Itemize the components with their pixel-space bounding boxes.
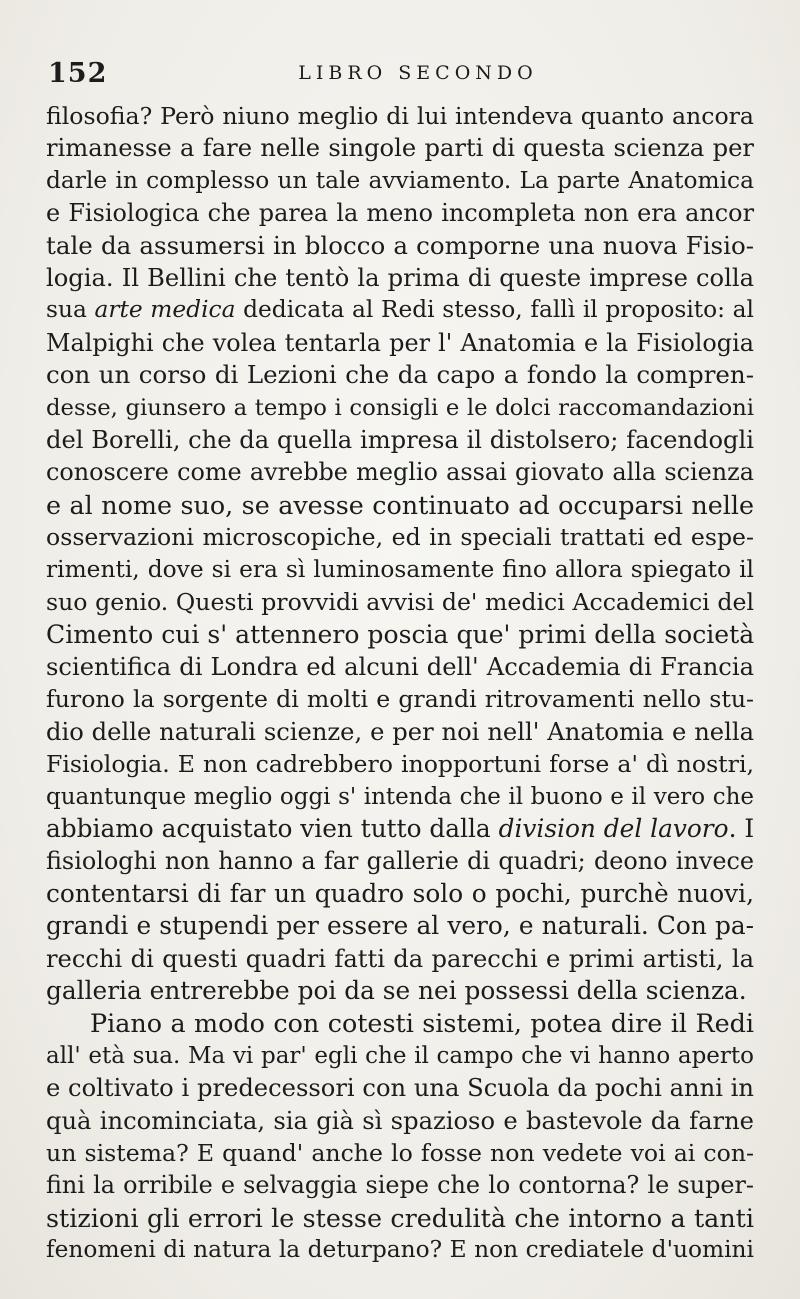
text-line: darle in complesso un tale avviamento. La parte Anatomica (46, 166, 754, 194)
body-text (46, 100, 754, 1267)
text-line: osservazioni microscopiche, ed in speciali trattati ed espe- (46, 523, 754, 552)
text-line: contentarsi di far un quadro solo o pochi, purchè nuovi, (46, 878, 754, 908)
italic-phrase: division del lavoro (498, 813, 729, 843)
text-line: conoscere come avrebbe meglio assai giovato alla scienza (46, 458, 754, 487)
text-line: quantunque meglio oggi s' intenda che il buono e il vero che (46, 783, 754, 810)
text-line: e al nome suo, se avesse continuato ad occuparsi nelle (46, 489, 754, 520)
text-line: con un corso di Lezioni che da capo a fondo la compren- (46, 360, 754, 390)
text-line: rimenti, dove si era sì luminosamente fino allora spiegato il (46, 555, 754, 583)
text-line: furono la sorgente di molti e grandi ritrovamenti nello stu- (46, 685, 754, 714)
running-head: LIBRO SECONDO (298, 62, 538, 84)
text-line: grandi e stupendi per essere al vero, e naturali. Con pa- (46, 911, 754, 941)
text-line: scientifica di Londra ed alcuni dell' Accademia di Francia (46, 652, 754, 681)
text-line: galleria entrerebbe poi da se nei possessi della scienza. (46, 975, 747, 1005)
text-line: un sistema? E quand' anche lo fosse non vedete voi ai con- (46, 1139, 754, 1167)
text-line: logia. Il Bellini che tentò la prima di queste imprese colla (46, 264, 754, 293)
text-line: fenomeni di natura la deturpano? E non crediatele d'uomini (46, 1236, 754, 1264)
text-line: suo genio. Questi provvidi avvisi de' medici Accademici del (46, 588, 754, 617)
text-line: Piano a modo con cotesti sistemi, potea dire il Redi (90, 1008, 754, 1039)
text-line: e Fisiologica che parea la meno incompleta non era ancor (46, 199, 754, 228)
text-line: fini la orribile e selvaggia siepe che lo contorna? le super- (46, 1171, 754, 1200)
text-line: stizioni gli errori le stesse credulità che intorno a tanti (46, 1202, 754, 1233)
text-line: dio delle naturali scienze, e per noi nell' Anatomia e nella (46, 717, 754, 746)
text-line: rimanesse a fare nelle singole parti di questa scienza per (46, 134, 754, 163)
text-line: Fisiologia. E non cadrebbero inopportuni forse a' dì nostri, (46, 750, 754, 779)
paragraph (46, 100, 754, 1007)
page-number: 152 (48, 58, 108, 89)
text-line: del Borelli, che da quella impresa il distolsero; facendogli (46, 426, 754, 455)
text-line: abbiamo acquistato vien tutto dalla division del lavoro. I (46, 813, 755, 843)
text-line: all' età sua. Ma vi par' egli che il campo che vi hanno aperto (46, 1042, 754, 1069)
text-line: tale da assumersi in blocco a comporne una nuova Fisio- (46, 230, 754, 260)
text-line: filosofia? Però niuno meglio di lui intendeva quanto ancora (46, 102, 754, 130)
text-line: fisiologhi non hanno a far gallerie di quadri; deono invece (46, 847, 754, 876)
text-line: Malpighi che volea tentarla per l' Anatomia e la Fisiologia (46, 328, 754, 357)
text-line: quà incominciata, sia già sì spazioso e bastevole da farne (46, 1106, 754, 1135)
paragraph (46, 1007, 754, 1266)
italic-phrase: arte medica (94, 296, 236, 324)
text-line: recchi di questi quadri fatti da parecchi e primi artisti, la (46, 944, 754, 973)
text-line: sua arte medica dedicata al Redi stesso, fallì il proposito: al (46, 296, 754, 324)
text-line: e coltivato i predecessori con una Scuola da pochi anni in (46, 1074, 754, 1103)
text-line: Cimento cui s' attennero poscia que' primi della società (46, 619, 755, 649)
text-line: desse, giunsero a tempo i consigli e le dolci raccomandazioni (46, 394, 754, 421)
page-header (48, 58, 748, 90)
